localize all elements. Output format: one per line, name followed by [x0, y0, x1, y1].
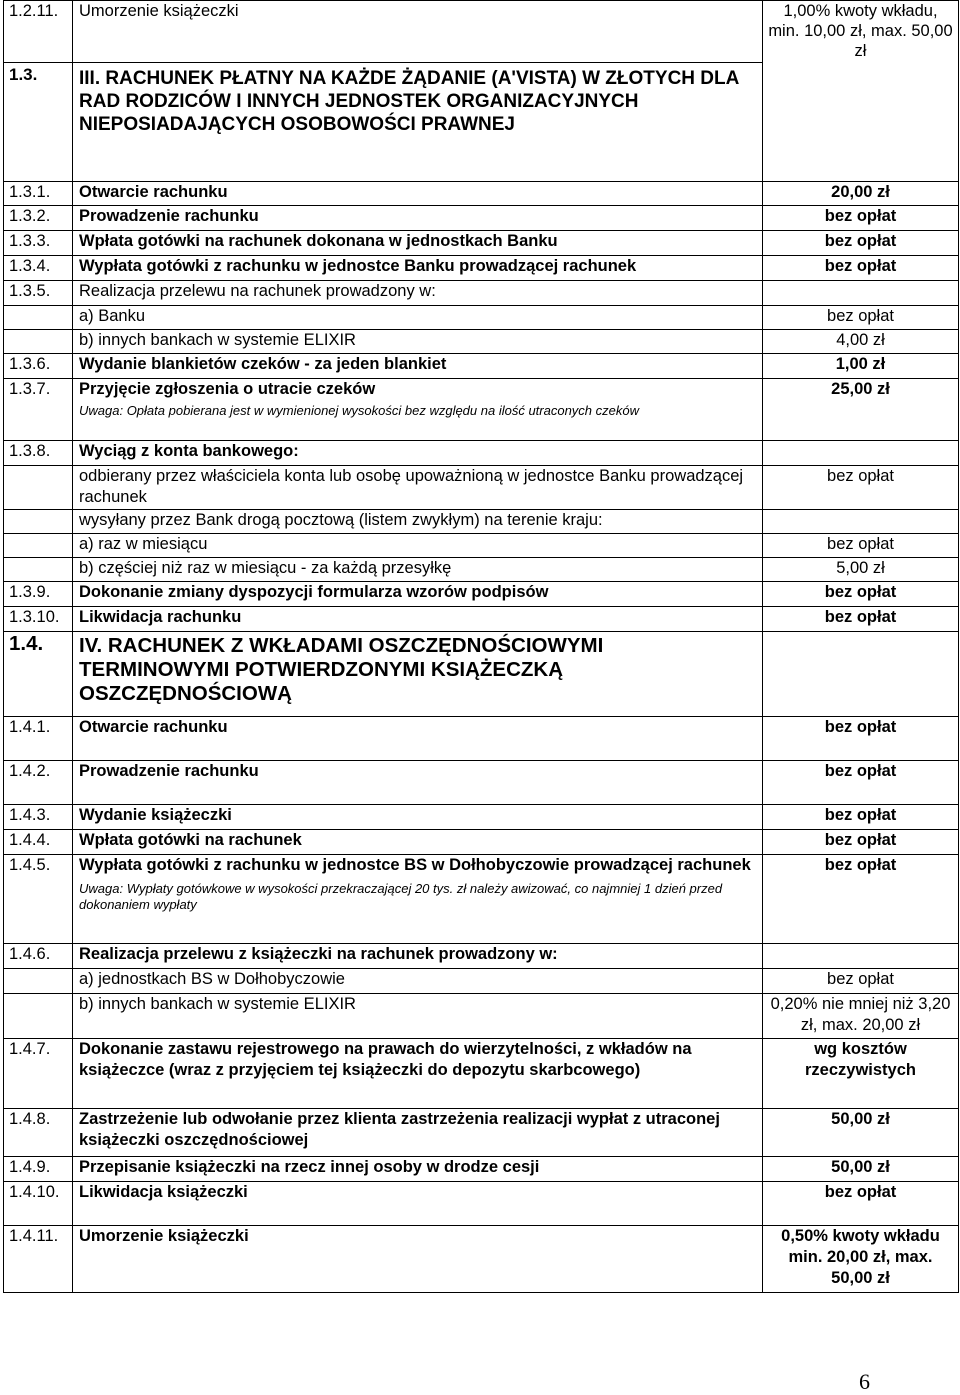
row-number: 1.3.8. — [4, 441, 73, 466]
table-row — [4, 466, 959, 510]
table-row — [4, 558, 959, 582]
row-number — [4, 306, 73, 330]
row-fee: 0,20% nie mniej niż 3,20 zł, max. 20,00 zł — [763, 994, 959, 1039]
table-row — [4, 306, 959, 330]
row-note: Uwaga: Wypłaty gotówkowe w wysokości przekraczającej 20 tys. zł należy awizować, co najmniej 1 dzień przed dokonaniem wypłaty — [79, 881, 723, 912]
table-row — [4, 607, 959, 632]
row-number — [4, 994, 73, 1039]
row-number: 1.3.7. — [4, 379, 73, 441]
table-row — [4, 281, 959, 306]
row-number: 1.4.7. — [4, 1039, 73, 1109]
row-number: 1.3.6. — [4, 354, 73, 379]
table-row — [4, 1226, 959, 1293]
row-label: Otwarcie rachunku — [73, 182, 763, 206]
row-fee: bez opłat — [763, 582, 959, 607]
row-fee: bez opłat — [763, 306, 959, 330]
section-heading: III. RACHUNEK PŁATNY NA KAŻDE ŻĄDANIE (A'VISTA) W ZŁOTYCH DLA RAD RODZICÓW I INNYCH JEDNOSTEK ORGANIZACYJNYCH NIEPOSIADAJĄCYCH OSOBOWOŚCI PRAWNEJ — [73, 63, 763, 182]
table-row — [4, 256, 959, 281]
table-row — [4, 717, 959, 761]
row-label: Likwidacja książeczki — [73, 1182, 763, 1226]
table-row — [4, 855, 959, 944]
row-fee — [763, 510, 959, 534]
row-label: Realizacja przelewu z książeczki na rachunek prowadzony w: — [73, 944, 763, 969]
row-fee: 50,00 zł — [763, 1157, 959, 1182]
row-label: wysyłany przez Bank drogą pocztową (listem zwykłym) na terenie kraju: — [73, 510, 763, 534]
row-label: Umorzenie książeczki — [73, 1, 763, 63]
row-number: 1.4. — [4, 632, 73, 717]
table-row — [4, 632, 959, 717]
row-number: 1.4.4. — [4, 830, 73, 855]
row-fee: bez opłat — [763, 717, 959, 761]
row-fee: 50,00 zł — [763, 1109, 959, 1157]
row-number: 1.3.2. — [4, 206, 73, 231]
table-row — [4, 534, 959, 558]
row-fee: bez opłat — [763, 466, 959, 510]
row-label: Wydanie książeczki — [73, 805, 763, 830]
row-number — [4, 969, 73, 994]
row-number — [4, 510, 73, 534]
row-fee: bez opłat — [763, 534, 959, 558]
row-fee: bez opłat — [763, 805, 959, 830]
row-label: Wpłata gotówki na rachunek — [73, 830, 763, 855]
row-label: Likwidacja rachunku — [73, 607, 763, 632]
row-fee: 1,00 zł — [763, 354, 959, 379]
row-label: b) częściej niż raz w miesiącu - za każdą przesyłkę — [73, 558, 763, 582]
row-number: 1.4.2. — [4, 761, 73, 805]
section-heading: IV. RACHUNEK Z WKŁADAMI OSZCZĘDNOŚCIOWYMI TERMINOWYMI POTWIERDZONYMI KSIĄŻECZKĄ OSZCZĘDNOŚCIOWĄ — [73, 632, 763, 717]
row-label: Wydanie blankietów czeków - za jeden blankiet — [73, 354, 763, 379]
row-fee: bez opłat — [763, 855, 959, 944]
row-number — [4, 558, 73, 582]
row-number: 1.3. — [4, 63, 73, 182]
row-label: Umorzenie książeczki — [73, 1226, 763, 1293]
row-fee: bez opłat — [763, 256, 959, 281]
row-label: Zastrzeżenie lub odwołanie przez klienta zastrzeżenia realizacji wypłat z utraconej książeczki oszczędnościowej — [73, 1109, 763, 1157]
table-row — [4, 761, 959, 805]
table-row — [4, 510, 959, 534]
row-label: a) Banku — [73, 306, 763, 330]
row-note: Uwaga: Opłata pobierana jest w wymienionej wysokości bez względu na ilość utraconych czeków — [79, 403, 639, 418]
table-row — [4, 1, 959, 63]
row-number: 1.4.11. — [4, 1226, 73, 1293]
row-label: b) innych bankach w systemie ELIXIR — [73, 330, 763, 354]
row-label: Wypłata gotówki z rachunku w jednostce BS w Dołhobyczowie prowadzącej rachunek — [79, 856, 751, 874]
row-label: a) jednostkach BS w Dołhobyczowie — [73, 969, 763, 994]
row-fee: wg kosztów rzeczywistych — [763, 1039, 959, 1109]
row-fee: bez opłat — [763, 969, 959, 994]
table-row — [4, 944, 959, 969]
row-label: odbierany przez właściciela konta lub osobę upoważnioną w jednostce Banku prowadzącej rachunek — [73, 466, 763, 510]
table-row — [4, 1039, 959, 1109]
row-number: 1.3.5. — [4, 281, 73, 306]
table-row — [4, 354, 959, 379]
table-row — [4, 994, 959, 1039]
row-fee: 4,00 zł — [763, 330, 959, 354]
table-row — [4, 231, 959, 256]
row-label: Realizacja przelewu na rachunek prowadzony w: — [73, 281, 763, 306]
table-row — [4, 830, 959, 855]
table-row — [4, 1109, 959, 1157]
row-number: 1.4.1. — [4, 717, 73, 761]
table-row — [4, 805, 959, 830]
fee-table — [3, 0, 959, 1293]
table-row — [4, 582, 959, 607]
row-number: 1.4.10. — [4, 1182, 73, 1226]
row-fee: 20,00 zł — [763, 182, 959, 206]
row-label-cell — [73, 379, 763, 441]
row-number — [4, 534, 73, 558]
row-number: 1.4.6. — [4, 944, 73, 969]
row-number: 1.4.3. — [4, 805, 73, 830]
row-fee: bez opłat — [763, 607, 959, 632]
row-number: 1.4.9. — [4, 1157, 73, 1182]
row-fee — [763, 441, 959, 466]
row-label: Wypłata gotówki z rachunku w jednostce Banku prowadzącej rachunek — [73, 256, 763, 281]
row-number: 1.3.3. — [4, 231, 73, 256]
row-fee — [763, 281, 959, 306]
row-label: Wyciąg z konta bankowego: — [73, 441, 763, 466]
row-fee — [763, 632, 959, 717]
row-number — [4, 330, 73, 354]
row-label: Przyjęcie zgłoszenia o utracie czeków — [79, 380, 376, 398]
row-label: b) innych bankach w systemie ELIXIR — [73, 994, 763, 1039]
row-label: a) raz w miesiącu — [73, 534, 763, 558]
row-number: 1.3.10. — [4, 607, 73, 632]
table-row — [4, 206, 959, 231]
row-fee: 0,50% kwoty wkładu min. 20,00 zł, max. 50,00 zł — [763, 1226, 959, 1293]
table-row — [4, 1182, 959, 1226]
row-number: 1.4.5. — [4, 855, 73, 944]
table-row — [4, 182, 959, 206]
row-fee: bez opłat — [763, 206, 959, 231]
row-number: 1.2.11. — [4, 1, 73, 63]
row-label: Dokonanie zastawu rejestrowego na prawach do wierzytelności, z wkładów na książeczce (wraz z przyjęciem tej książeczki do depozytu skarbcowego) — [73, 1039, 763, 1109]
table-row — [4, 1157, 959, 1182]
row-label: Wpłata gotówki na rachunek dokonana w jednostkach Banku — [73, 231, 763, 256]
row-number — [4, 466, 73, 510]
table-row — [4, 441, 959, 466]
row-number: 1.3.4. — [4, 256, 73, 281]
table-row — [4, 969, 959, 994]
row-label: Dokonanie zmiany dyspozycji formularza wzorów podpisów — [73, 582, 763, 607]
table-row — [4, 330, 959, 354]
row-fee: 1,00% kwoty wkładu, min. 10,00 zł, max. 50,00 zł — [763, 1, 959, 182]
table-row — [4, 379, 959, 441]
row-label-cell — [73, 855, 763, 944]
row-fee: bez opłat — [763, 1182, 959, 1226]
row-fee — [763, 944, 959, 969]
row-fee: bez opłat — [763, 231, 959, 256]
row-fee: bez opłat — [763, 761, 959, 805]
row-fee: 25,00 zł — [763, 379, 959, 441]
row-fee: 5,00 zł — [763, 558, 959, 582]
row-number: 1.4.8. — [4, 1109, 73, 1157]
row-fee: bez opłat — [763, 830, 959, 855]
row-label: Prowadzenie rachunku — [73, 206, 763, 231]
row-number: 1.3.9. — [4, 582, 73, 607]
row-label: Prowadzenie rachunku — [73, 761, 763, 805]
row-label: Otwarcie rachunku — [73, 717, 763, 761]
row-number: 1.3.1. — [4, 182, 73, 206]
page-number: 6 — [859, 1369, 870, 1394]
row-label: Przepisanie książeczki na rzecz innej osoby w drodze cesji — [73, 1157, 763, 1182]
